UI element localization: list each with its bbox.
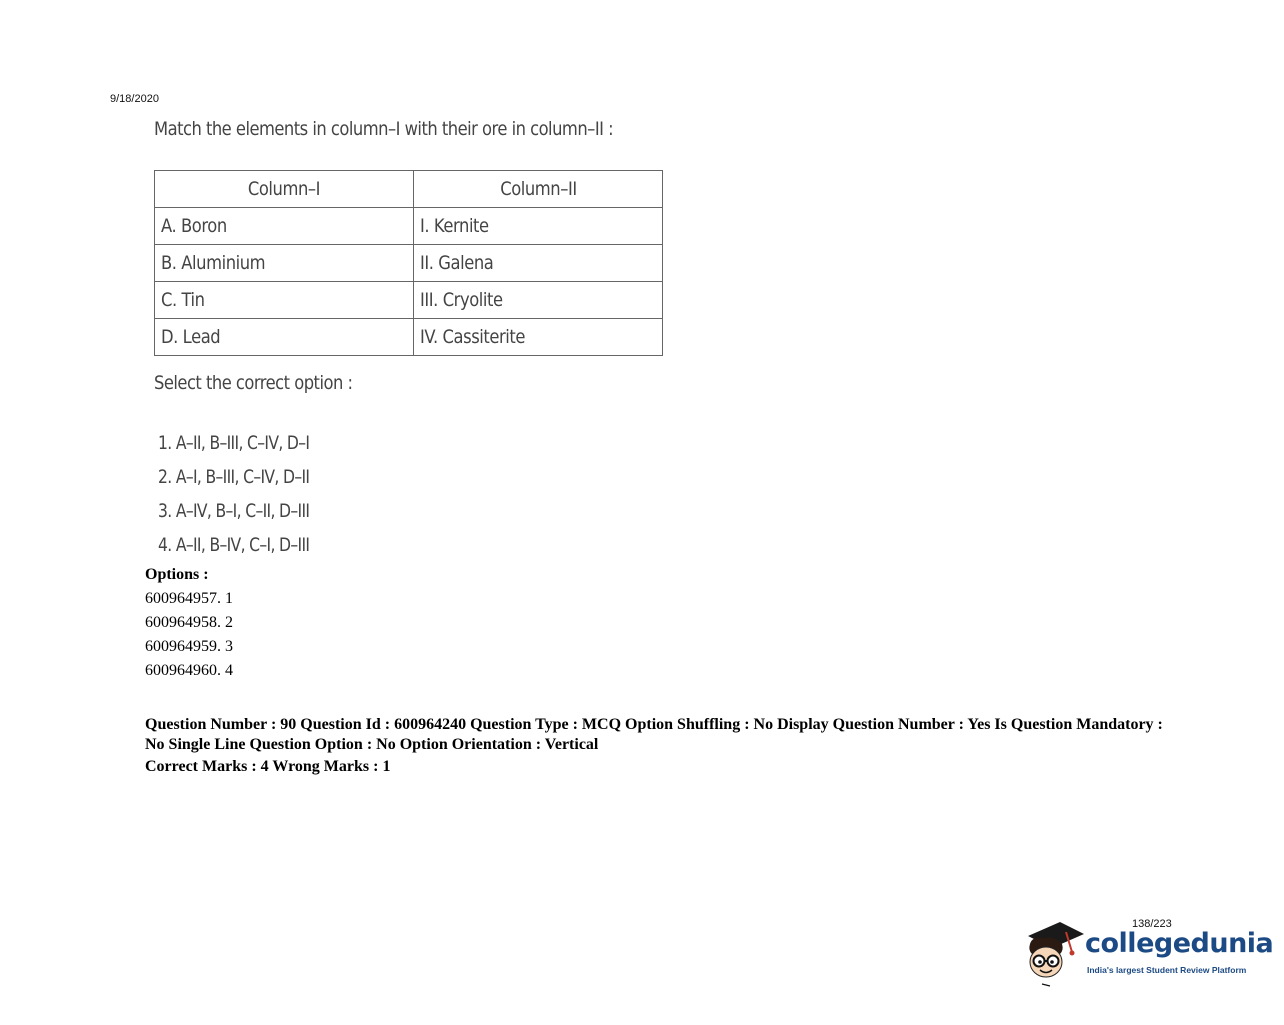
table-cell: IV. Cassiterite (414, 319, 663, 356)
table-cell: B. Aluminium (155, 245, 414, 282)
question-block (154, 118, 688, 556)
table-row (155, 282, 663, 319)
brand-tagline: India's largest Student Review Platform (1087, 965, 1247, 975)
select-instruction: Select the correct option : (154, 372, 353, 394)
collegedunia-logo (1022, 918, 1274, 988)
marks-line: Correct Marks : 4 Wrong Marks : 1 (145, 758, 391, 775)
print-date: 9/18/2020 (110, 93, 159, 105)
table-row (155, 319, 663, 356)
graduate-cap-mascot-icon (1022, 918, 1086, 988)
option-id-line: 600964958. 2 (145, 614, 233, 631)
option-id-line: 600964957. 1 (145, 590, 233, 607)
option-id-line: 600964960. 4 (145, 662, 233, 679)
table-header-cell: Column–II (414, 171, 663, 208)
answer-choice: 2. A–I, B–III, C–IV, D–II (158, 466, 310, 488)
table-row (155, 208, 663, 245)
table-cell: III. Cryolite (414, 282, 663, 319)
question-prompt: Match the elements in column–I with their ore in column–II : (154, 118, 614, 140)
option-id-line: 600964959. 3 (145, 638, 233, 655)
table-row (155, 245, 663, 282)
table-cell: D. Lead (155, 319, 414, 356)
table-cell: C. Tin (155, 282, 414, 319)
page-number: 138/223 (1132, 918, 1172, 930)
match-table (154, 170, 663, 356)
answer-choice: 3. A–IV, B–I, C–II, D–III (158, 500, 310, 522)
answer-choices (158, 426, 343, 562)
brand-name: collegedunia (1085, 928, 1274, 959)
table-header-cell: Column–I (155, 171, 414, 208)
question-metadata: Question Number : 90 Question Id : 600964240 Question Type : MCQ Option Shuffling : No Display Question Number : Yes Is Question Mandatory : No Single Line Question Option : No Option Orientation : Vertical (145, 716, 1163, 753)
answer-choice: 1. A–II, B–III, C–IV, D–I (158, 432, 310, 454)
options-title: Options : (145, 566, 209, 583)
answer-choice: 4. A–II, B–IV, C–I, D–III (158, 534, 310, 556)
table-cell: II. Galena (414, 245, 663, 282)
table-cell: I. Kernite (414, 208, 663, 245)
table-header-row (155, 171, 663, 208)
table-cell: A. Boron (155, 208, 414, 245)
